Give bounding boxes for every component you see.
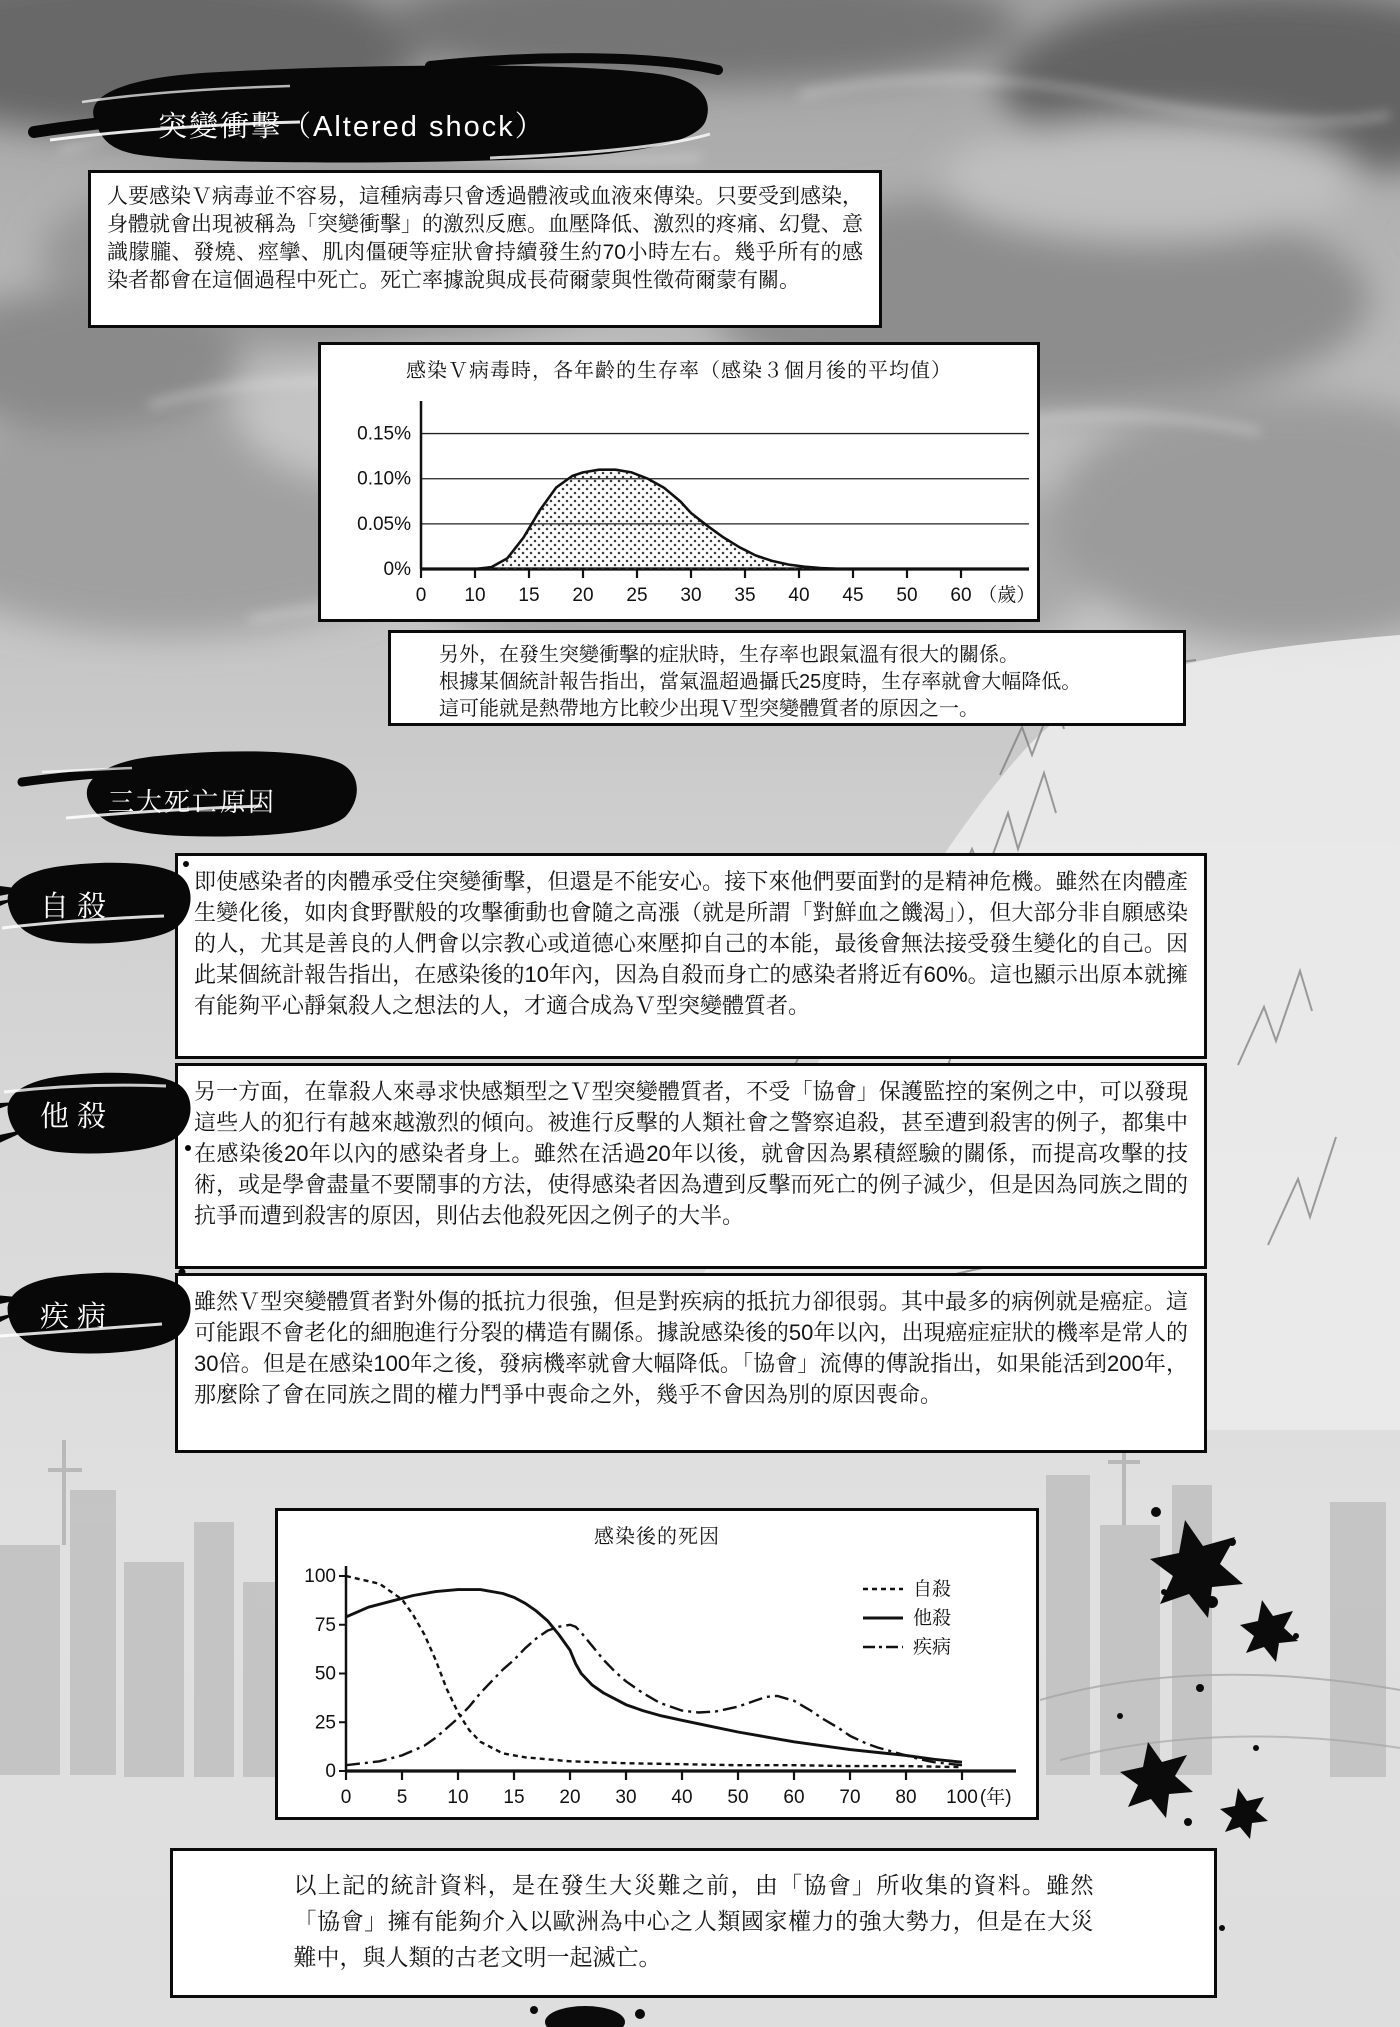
x-axis-unit: （歲） [978, 585, 1036, 606]
death-cause-chart [275, 1508, 1039, 1820]
x-tick-label: 0 [340, 1787, 352, 1808]
note-line: 這可能就是熱帶地方比較少出現Ｖ型突變體質者的原因之一。 [439, 698, 979, 720]
intro-text: 人要感染Ｖ病毒並不容易，這種病毒只會透過體液或血液來傳染。只要受到感染，身體就會出現被稱為「突變衝擊」的激烈反應。血壓降低、激烈的疼痛、幻覺、意識朦朧、發燒、痙攣、肌肉僵硬等症狀會持續發生約70小時左右。幾乎所有的感染者都會在這個過程中死亡。死亡率據說與成長荷爾蒙與性徵荷爾蒙有關。 [107, 185, 863, 292]
y-tick-label: 0.05% [357, 513, 411, 535]
title-banner [70, 62, 710, 166]
y-tick-label: 0.15% [357, 423, 411, 445]
x-tick-label: 15 [503, 1787, 525, 1808]
chart-title: 感染後的死因 [594, 1526, 720, 1548]
x-tick-label: 10 [447, 1787, 469, 1808]
x-tick-label: 50 [727, 1787, 749, 1808]
y-tick-label: 50 [314, 1663, 336, 1685]
x-tick-label: 30 [615, 1787, 637, 1808]
x-tick-label: 70 [839, 1787, 861, 1808]
x-tick-label: 25 [626, 585, 648, 606]
page-title: 突變衝擊（Altered shock） [158, 111, 546, 143]
series-area-生存率 [421, 470, 961, 569]
x-tick-label: 10 [464, 585, 486, 606]
cause-label-text: 疾病 [40, 1301, 115, 1333]
x-axis-unit: (年) [979, 1787, 1012, 1808]
note-line: 根據某個統計報告指出，當氣溫超過攝氏25度時，生存率就會大幅降低。 [439, 671, 1082, 693]
causes-section-banner [62, 742, 362, 846]
legend-label-他殺: 他殺 [913, 1608, 952, 1629]
cause-label-text: 自殺 [40, 891, 115, 923]
y-tick-label: 25 [314, 1712, 336, 1734]
x-tick-label: 100 [946, 1787, 978, 1808]
cause-label-text: 他殺 [40, 1101, 115, 1133]
cause-text: 另一方面，在靠殺人來尋求快感類型之Ｖ型突變體質者，不受「協會」保護監控的案例之中，可以發現這些人的犯行有越來越激烈的傾向。被進行反擊的人類社會之警察追殺，甚至遭到殺害的例子，都集中在感染後20年以內的感染者身上。雖然在活過20年以後，就會因為累積經驗的關係，而提高攻擊的技術，或是學會盡量不要鬧事的方法，使得感染者因為遭到反擊而死亡的例子減少，但是因為同族之間的抗爭而遭到殺害的原因，則佔去他殺死因之例子的大半。 [194, 1079, 1188, 1228]
x-tick-label: 35 [734, 585, 756, 606]
legend-label-疾病: 疾病 [913, 1637, 952, 1658]
cause-label-suicide [0, 848, 204, 958]
y-tick-label: 75 [314, 1614, 336, 1636]
suicide-panel [175, 853, 1207, 1059]
x-tick-label: 40 [788, 585, 810, 606]
x-tick-label: 45 [842, 585, 864, 606]
disease-panel [175, 1273, 1207, 1453]
survival-rate-plot [321, 383, 1037, 619]
series-line-他殺 [346, 1590, 962, 1763]
note-line: 另外，在發生突變衝擊的症狀時，生存率也跟氣溫有很大的關係。 [439, 644, 1019, 666]
footer-note-panel [170, 1848, 1217, 1998]
x-tick-label: 80 [895, 1787, 917, 1808]
x-tick-label: 50 [896, 585, 918, 606]
x-tick-label: 0 [415, 585, 427, 606]
x-tick-label: 60 [783, 1787, 805, 1808]
x-tick-label: 30 [680, 585, 702, 606]
x-tick-label: 20 [572, 585, 594, 606]
cause-label-homicide [0, 1058, 204, 1168]
y-tick-label: 0 [325, 1761, 336, 1782]
intro-panel [88, 170, 882, 328]
y-tick-label: 0% [383, 559, 411, 580]
chart-title: 感染Ｖ病毒時，各年齡的生存率（感染３個月後的平均值） [406, 360, 952, 382]
x-tick-label: 60 [950, 585, 972, 606]
x-tick-label: 15 [518, 585, 540, 606]
cause-text: 雖然Ｖ型突變體質者對外傷的抵抗力很強，但是對疾病的抵抗力卻很弱。其中最多的病例就是癌症。這可能跟不會老化的細胞進行分裂的構造有關係。據說感染後的50年以內，出現癌症症狀的機率是常人的30倍。但是在感染100年之後，發病機率就會大幅降低。「協會」流傳的傳說指出，如果能活到200年，那麼除了會在同族之間的權力鬥爭中喪命之外，幾乎不會因為別的原因喪命。 [194, 1289, 1188, 1407]
death-cause-plot [278, 1549, 1036, 1821]
x-tick-label: 40 [671, 1787, 693, 1808]
legend-label-自殺: 自殺 [913, 1579, 952, 1600]
temperature-note-panel [388, 630, 1186, 726]
homicide-panel [175, 1063, 1207, 1269]
survival-rate-chart [318, 342, 1040, 622]
footer-text: 以上記的統計資料，是在發生大災難之前，由「協會」所收集的資料。雖然「協會」擁有能夠介入以歐洲為中心之人類國家權力的強大勢力，但是在大災難中，與人類的古老文明一起滅亡。 [293, 1872, 1094, 1970]
y-tick-label: 0.10% [357, 468, 411, 490]
x-tick-label: 20 [559, 1787, 581, 1808]
y-tick-label: 100 [304, 1566, 336, 1587]
cause-label-disease [0, 1258, 204, 1368]
x-tick-label: 5 [396, 1787, 408, 1808]
causes-section-title: 三大死亡原因 [108, 787, 277, 817]
series-line-自殺 [346, 1576, 962, 1767]
cause-text: 即使感染者的肉體承受住突變衝擊，但還是不能安心。接下來他們要面對的是精神危機。雖然在肉體產生變化後，如肉食野獸般的攻擊衝動也會隨之高漲（就是所謂「對鮮血之饑渴」），但大部分非自願感染的人，尤其是善良的人們會以宗教心或道德心來壓抑自己的本能，最後會無法接受發生變化的自己。因此某個統計報告指出，在感染後的10年內，因為自殺而身亡的感染者將近有60%。這也顯示出原本就擁有能夠平心靜氣殺人之想法的人，才適合成為Ｖ型突變體質者。 [194, 869, 1188, 1018]
